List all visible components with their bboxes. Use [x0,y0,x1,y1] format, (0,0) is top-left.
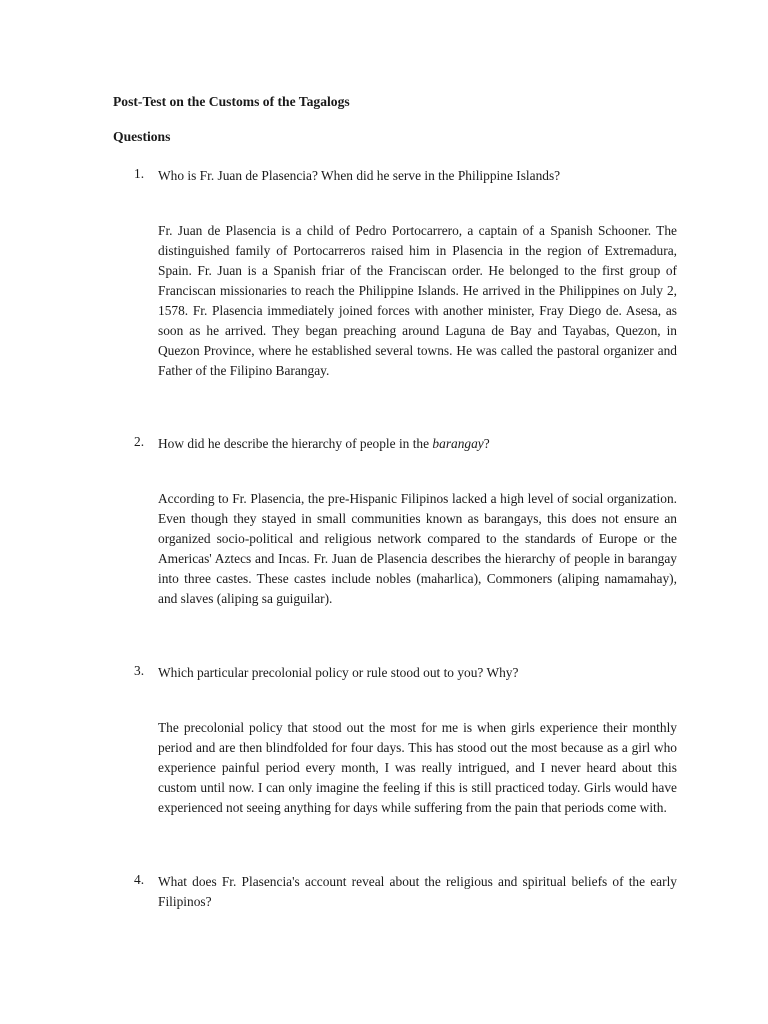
question-3-number: 3. [134,663,145,678]
answer-1: Fr. Juan de Plasencia is a child of Pedro Portocarrero, a captain of a Spanish Schooner. The distinguished family of Portocarreros raised him in Plasencia in the region of Extremadura, Spain. Fr. Juan is a Spanish friar of the Franciscan order. He belonged to the first group of Franciscan missionaries to reach the Philippine Islands. He arrived in the Philippines on July 2, 1578. Fr. Plasencia immediately joined forces with another minister, Fray Diego de. Asesa, as soon as he arrived. They began preaching around Laguna de Bay and Tayabas, Quezon, in Quezon Province, where he established several towns. He was called the pastoral organizer and Father of the Filipino Barangay. [158,223,677,378]
question-2-text-italic: barangay [432,436,484,451]
section-heading: Questions [113,129,171,144]
question-1-text: Who is Fr. Juan de Plasencia? When did he serve in the Philippine Islands? [158,168,561,183]
question-2-text-end: ? [483,436,490,451]
answer-3: The precolonial policy that stood out the most for me is when girls experience their monthly period and are then blindfolded for four days. This has stood out the most because as a girl who experience painful period every month, I was really intrigued, and I never heard about this custom until now. I can only imagine the feeling if this is still practiced today. Girls would have experienced not seeing anything for days while suffering from the pain that periods come with. [158,720,677,815]
question-2-text [158,434,678,454]
question-4-text: What does Fr. Plasencia's account reveal about the religious and spiritual beliefs of the early Filipinos? [158,874,677,909]
question-2-text-start: How did he describe the hierarchy of people in the [158,436,433,451]
question-3-text: Which particular precolonial policy or rule stood out to you? Why? [158,665,519,680]
question-1-number: 1. [134,166,145,181]
answer-2: According to Fr. Plasencia, the pre-Hispanic Filipinos lacked a high level of social organization. Even though they stayed in small communities known as barangays, this does not ensure an organized socio-political and religious network compared to the standards of Europe or the Americas' Aztecs and Incas. Fr. Juan de Plasencia describes the hierarchy of people in barangay into three castes. These castes include nobles (maharlica), Commoners (aliping namamahay), and slaves (aliping sa guiguilar). [158,491,677,606]
question-2-number: 2. [134,434,145,449]
document-title: Post-Test on the Customs of the Tagalogs [113,94,350,109]
question-4-number: 4. [134,872,145,887]
